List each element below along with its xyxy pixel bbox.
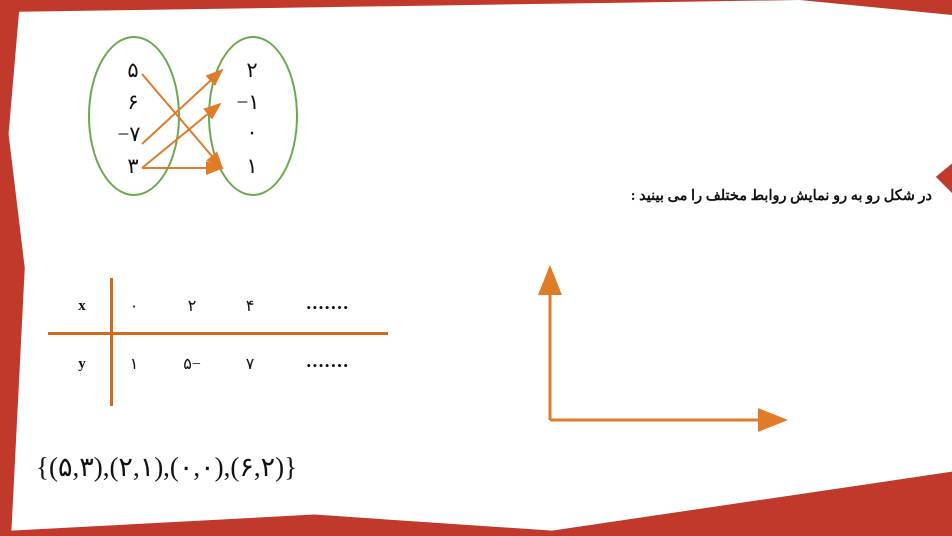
domain-element-1: ۵ <box>127 58 139 82</box>
caption-text: در شکل رو به رو نمایش روابط مختلف را می بینید : <box>630 188 932 204</box>
domain-element-4: ۳ <box>127 154 139 178</box>
table-cell-x-1: ۰ <box>129 298 139 315</box>
table-cell-y-1: ۱ <box>129 356 139 373</box>
domain-element-3: ‎−۷ <box>117 122 141 146</box>
table-cell-y-3: ۷ <box>245 356 255 373</box>
table-dots-x: ••••••• <box>306 300 350 315</box>
table-row-header-y: y <box>78 356 86 372</box>
table-cell-y-2: ۵‎− <box>183 356 201 373</box>
set-notation: {(۵,۳),(۲,۱),(۰,۰),(۶,۲)} <box>36 452 298 482</box>
range-element-4: ۱ <box>246 154 258 178</box>
domain-element-2: ۶ <box>127 90 139 114</box>
table-dots-y: ••••••• <box>306 358 350 373</box>
range-element-2: ‎−۱ <box>236 90 260 114</box>
range-element-3: ۰ <box>246 120 258 144</box>
table-cell-x-2: ۲ <box>187 298 197 315</box>
table-horizontal-rule <box>48 332 388 335</box>
mapping-diagram <box>70 28 330 208</box>
range-element-1: ۲ <box>246 58 258 82</box>
axes-svg <box>500 258 800 438</box>
coordinate-axes <box>500 258 800 438</box>
table-cell-x-3: ۴ <box>245 298 255 315</box>
table-row-header-x: x <box>78 298 86 314</box>
values-table <box>48 278 398 408</box>
